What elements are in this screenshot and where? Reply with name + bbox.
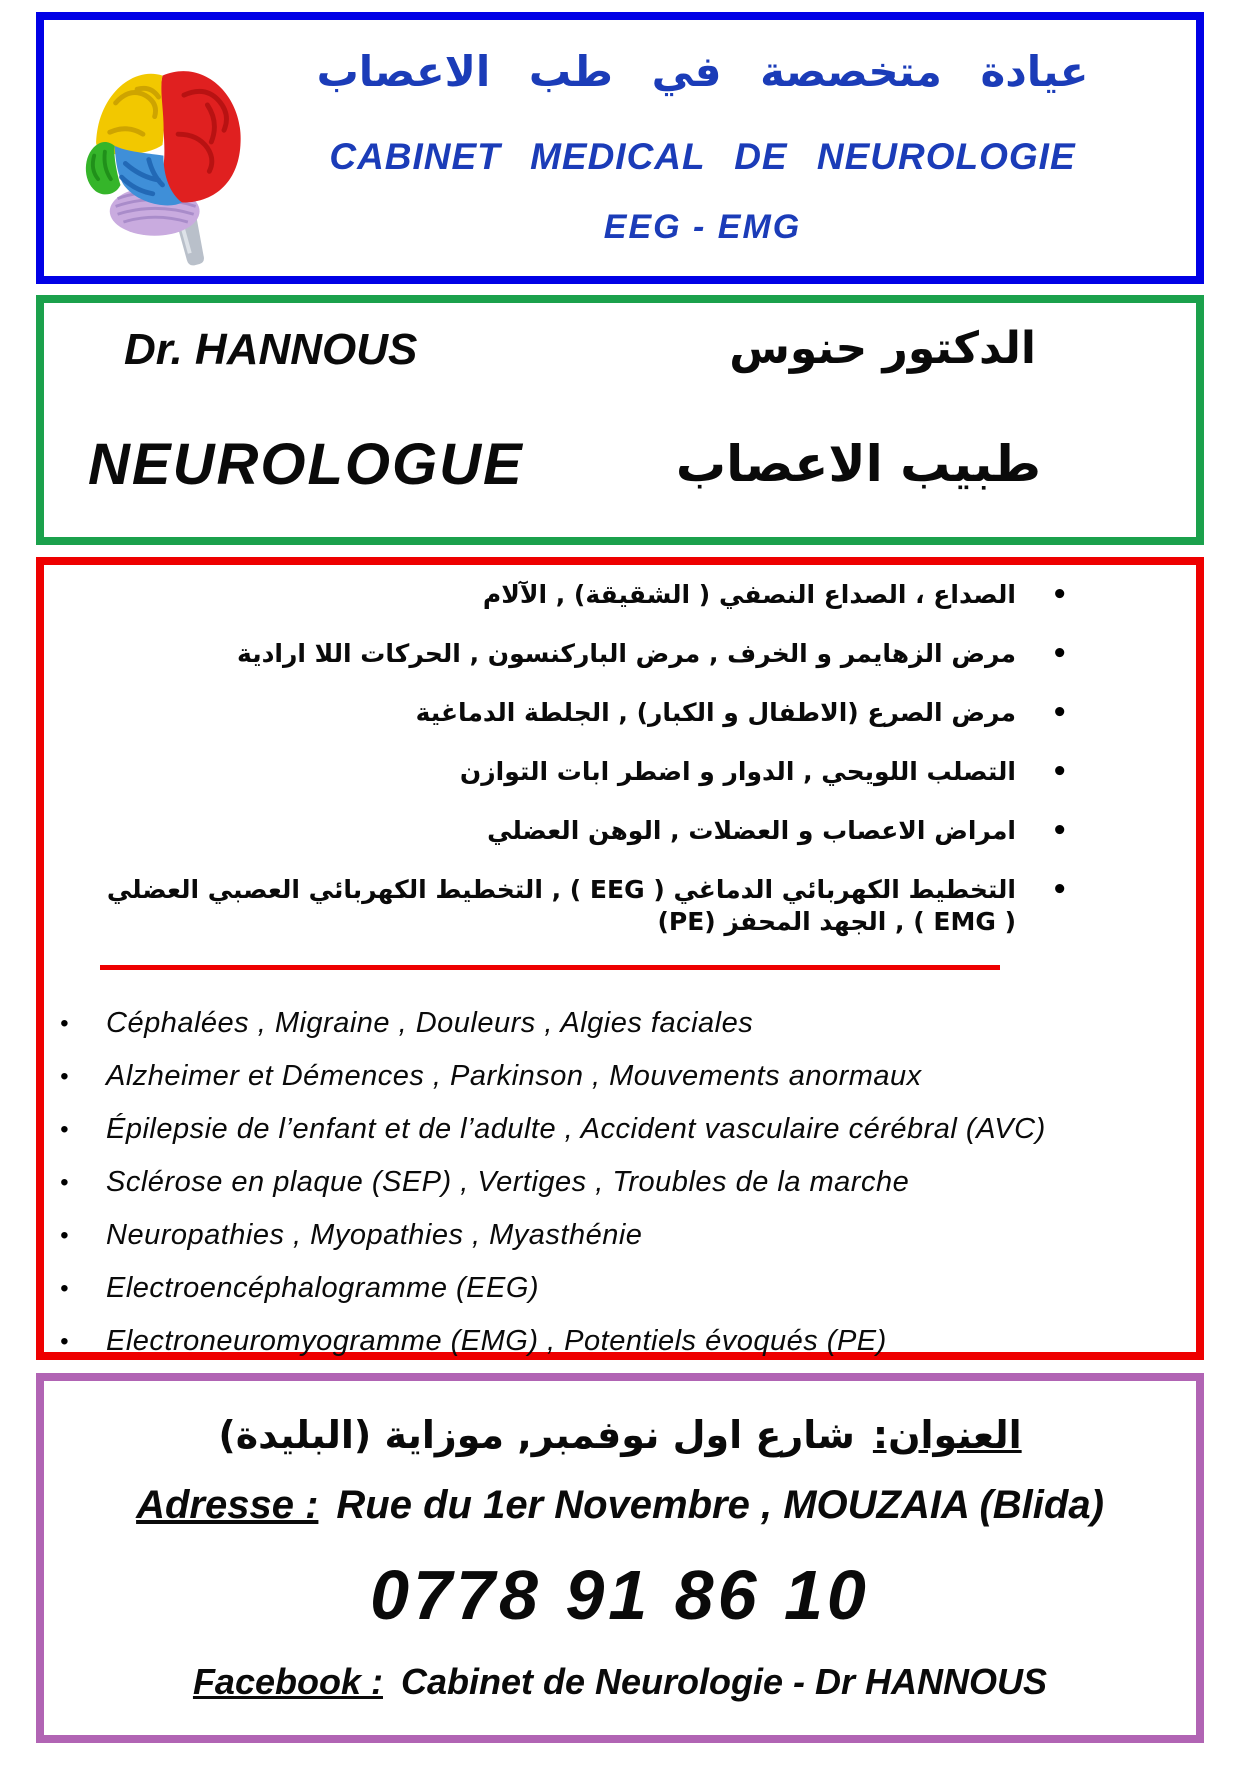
- service-item-french: • Céphalées , Migraine , Douleurs , Algies faciales: [106, 1008, 1196, 1038]
- service-item-french: • Alzheimer et Démences , Parkinson , Mouvements anormaux: [106, 1061, 1196, 1091]
- divider-line: [100, 965, 1000, 970]
- service-item-arabic: • التصلب اللويحي , الدوار و اضطر ابات التوازن: [100, 756, 1016, 788]
- flyer-page: [0, 12, 1240, 1766]
- header-text-block: [279, 49, 1196, 246]
- phone-number: 0778 91 86 10: [370, 1555, 870, 1634]
- clinic-title-french: CABINET MEDICAL DE NEUROLOGIE: [329, 135, 1076, 177]
- address-label-arabic: العنوان:: [872, 1413, 1022, 1458]
- service-item-arabic: • مرض الصرع (الاطفال و الكبار) , الجلطة الدماغية: [100, 697, 1016, 729]
- facebook-label: Facebook :: [192, 1660, 383, 1702]
- address-label-french: Adresse :: [136, 1483, 319, 1528]
- services-list-arabic: [44, 579, 1196, 938]
- service-item-arabic: • التخطيط الكهربائي الدماغي ( EEG ) , التخطيط الكهربائي العصبي العضلي ( EMG ) , الجهد المحفز (PE): [100, 874, 1016, 938]
- service-item-arabic: • امراض الاعصاب و العضلات , الوهن العضلي: [100, 815, 1016, 847]
- service-item-french: • Electroencéphalogramme (EEG): [106, 1273, 1196, 1303]
- service-item-arabic: • مرض الزهايمر و الخرف , مرض الباركنسون , الحركات اللا ارادية: [100, 638, 1016, 670]
- service-item-french: • Sclérose en plaque (SEP) , Vertiges , Troubles de la marche: [106, 1167, 1196, 1197]
- facebook-line: [193, 1661, 1047, 1703]
- services-list-french: [44, 1008, 1196, 1356]
- services-panel: [36, 557, 1204, 1360]
- address-french-line: [136, 1483, 1104, 1528]
- clinic-title-arabic: عيادة متخصصة في طب الاعصاب: [316, 47, 1089, 97]
- doctor-name-arabic: الدكتور حنوس: [729, 323, 1036, 374]
- service-item-french: • Electroneuromyogramme (EMG) , Potentiels évoqués (PE): [106, 1326, 1196, 1356]
- specialty-arabic: طبيب الاعصاب: [675, 435, 1041, 493]
- doctor-name-french: Dr. HANNOUS: [124, 325, 418, 374]
- address-arabic: شارع اول نوفمبر, موزاية (البليدة): [218, 1413, 855, 1458]
- service-item-french: • Épilepsie de l’enfant et de l’adulte , Accident vasculaire cérébral (AVC): [106, 1114, 1196, 1144]
- address-french: Rue du 1er Novembre , MOUZAIA (Blida): [336, 1483, 1104, 1528]
- brain-icon: [44, 24, 279, 272]
- service-item-french: • Neuropathies , Myopathies , Myasthénie: [106, 1220, 1196, 1250]
- header-panel: [36, 12, 1204, 284]
- contact-panel: [36, 1373, 1204, 1743]
- facebook-name: Cabinet de Neurologie - Dr HANNOUS: [400, 1660, 1048, 1702]
- address-arabic-line: [218, 1413, 1021, 1457]
- specialty-french: NEUROLOGUE: [88, 432, 524, 497]
- modalities-line: EEG - EMG: [603, 207, 802, 246]
- doctor-panel: [36, 295, 1204, 545]
- service-item-arabic: • الصداع ، الصداع النصفي ( الشقيقة) , الآلام: [100, 579, 1016, 611]
